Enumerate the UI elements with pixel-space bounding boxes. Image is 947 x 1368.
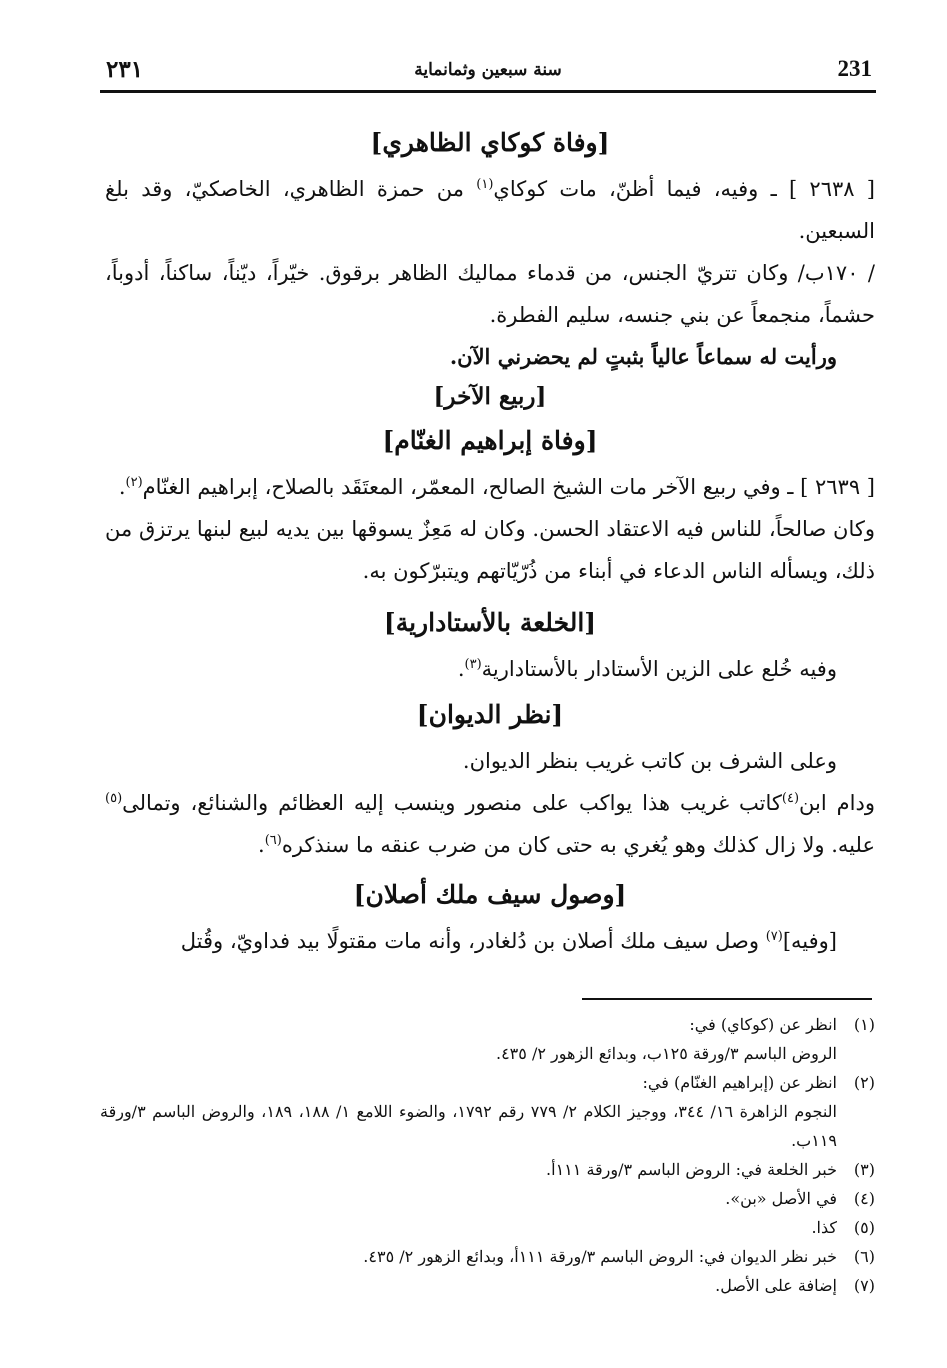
- footnote-text: النجوم الزاهرة ١٦/ ٣٤٤، ووجيز الكلام ٢/ ٧٧٩ رقم ١٧٩٢، والضوء اللامع ١/ ١٨٨، ١٨٩، والروض الباسم ٣/ورقة ١١٩ب.: [100, 1102, 837, 1150]
- footnote-text: انظر عن (كوكاي) في:: [689, 1015, 837, 1034]
- khilaa-rest: .: [457, 657, 465, 681]
- section-heading-arslan: [وصول سيف ملك أصلان]: [353, 880, 627, 909]
- paragraph-ibrahim-description: وكان صالحاً، للناس فيه الاعتقاد الحسن. وكان له مَعِزٌ يسوقها بين يديه لبيع لبنها يرتزق من ذلك، ويسأله الناس الدعاء في أبناء من ذُرّيّاتهم ويتبرّكون به.: [105, 517, 875, 583]
- paragraph-kokay-description: / ١٧٠ب/ وكان تتريّ الجنس، من قدماء مماليك الظاهر برقوق. خيّراً، ديّناً، ساكناً، أدوباً، حشماً، منجمعاً عن بني جنسه، سليم الفطرة.: [105, 261, 875, 327]
- paragraph-khilaa: [105, 648, 875, 690]
- footnote-text: في الأصل «بن».: [725, 1189, 837, 1208]
- footnote-continuation: [100, 1097, 875, 1155]
- footnote-text: خبر نظر الديوان في: الروض الباسم ٣/ورقة ١١١أ، وبدائع الزهور ٢/ ٤٣٥.: [363, 1247, 837, 1266]
- footnotes: [100, 1010, 875, 1300]
- footnote-number: (٣): [853, 1160, 875, 1179]
- main-text: [105, 118, 875, 962]
- footnote-text: إضافة على الأصل.: [715, 1276, 837, 1295]
- footnote-ref-3: (٣): [464, 657, 482, 672]
- entry-2638-text: [ ٢٦٣٨ ] ـ وفيه، فيما أظنّ، مات كوكاي: [493, 177, 875, 201]
- footnote: [100, 1213, 875, 1242]
- page-number-arabic: ٢٣١: [106, 56, 144, 83]
- footnote-text: انظر عن (إبراهيم الغنّام) في:: [642, 1073, 837, 1092]
- paragraph-kokay-sama: ورأيت له سماعاً عالياً بثبتٍ لم يحضرني الآن.: [449, 344, 837, 369]
- ibn-katib-b: كاتب غريب هذا يواكب على منصور وينسب إليه العظائم والشنائع، وتمالى: [122, 791, 782, 815]
- khilaa-text: وفيه خُلع على الزين الأستادار بالأستادارية: [481, 657, 837, 681]
- footnote-ref-6: (٦): [264, 833, 282, 848]
- footnote: [100, 1068, 875, 1097]
- page-header: [100, 52, 876, 90]
- footnote-number: (٧): [853, 1276, 875, 1295]
- footnote-number: (١): [853, 1015, 875, 1034]
- section-heading-ibrahim: [وفاة إبراهيم الغنّام]: [382, 426, 598, 455]
- footnote-ref-2: (٢): [125, 475, 143, 490]
- footnote-continuation: [100, 1039, 875, 1068]
- entry-2639: [105, 466, 875, 508]
- footnote-text: الروض الباسم ٣/ورقة ١٢٥ب، وبدائع الزهور ٢/ ٤٣٥.: [495, 1044, 837, 1063]
- page-number-latin: 231: [837, 56, 872, 81]
- section-heading-diwan: [نظر الديوان]: [416, 700, 564, 729]
- paragraph-diwan: وعلى الشرف بن كاتب غريب بنظر الديوان.: [462, 749, 837, 773]
- footnote-text: كذا.: [811, 1218, 837, 1237]
- header-rule: [100, 90, 876, 93]
- section-heading-kokay: [وفاة كوكاي الظاهري]: [370, 128, 610, 157]
- month-heading: [ربيع الآخر]: [433, 383, 547, 410]
- footnote-text: خبر الخلعة في: الروض الباسم ٣/ورقة ١١١أ.: [546, 1160, 837, 1179]
- footnote: [100, 1242, 875, 1271]
- arslan-b: وصل سيف ملك أصلان بن دُلغادر، وأنه مات مقتولًا بيد فداويّ، وقُتل: [180, 929, 766, 953]
- paragraph-ibn-katib: [105, 782, 875, 866]
- arslan-a: [وفيه]: [782, 929, 837, 953]
- footnote: [100, 1271, 875, 1300]
- ibn-katib-a: ودام ابن: [799, 791, 876, 815]
- ibn-katib-d: .: [258, 833, 265, 857]
- running-title: سنة سبعين وثمانماية: [414, 60, 562, 80]
- footnote-number: (٦): [853, 1247, 875, 1266]
- footnote-number: (٥): [853, 1218, 875, 1237]
- entry-2638: [105, 168, 875, 252]
- footnote-ref-5: (٥): [105, 791, 123, 806]
- footnote-ref-7: (٧): [765, 929, 783, 944]
- footnote-number: (٤): [853, 1189, 875, 1208]
- footnote: [100, 1184, 875, 1213]
- footnote: [100, 1010, 875, 1039]
- footnote-ref-1: (١): [476, 177, 494, 192]
- section-heading-khilaa: [الخلعة بالأستادارية]: [383, 608, 597, 637]
- entry-2639-text: [ ٢٦٣٩ ] ـ وفي ربيع الآخر مات الشيخ الصالح، المعمّر، المعتَقَد بالصلاح، إبراهيم الغنّام: [142, 475, 875, 499]
- footnote-ref-4: (٤): [781, 791, 800, 806]
- ibn-katib-c: عليه. ولا زال كذلك وهو يُغري به حتى كان من ضرب عنقه ما سنذكره: [281, 833, 875, 857]
- footnote: [100, 1155, 875, 1184]
- entry-2639-rest: .: [118, 475, 126, 499]
- entry-2638-rest: من حمزة الظاهري، الخاصكيّ، وقد بلغ السبعين.: [105, 177, 875, 243]
- paragraph-arslan: [105, 920, 875, 962]
- footnote-number: (٢): [853, 1073, 875, 1092]
- footnote-separator: [582, 998, 872, 1000]
